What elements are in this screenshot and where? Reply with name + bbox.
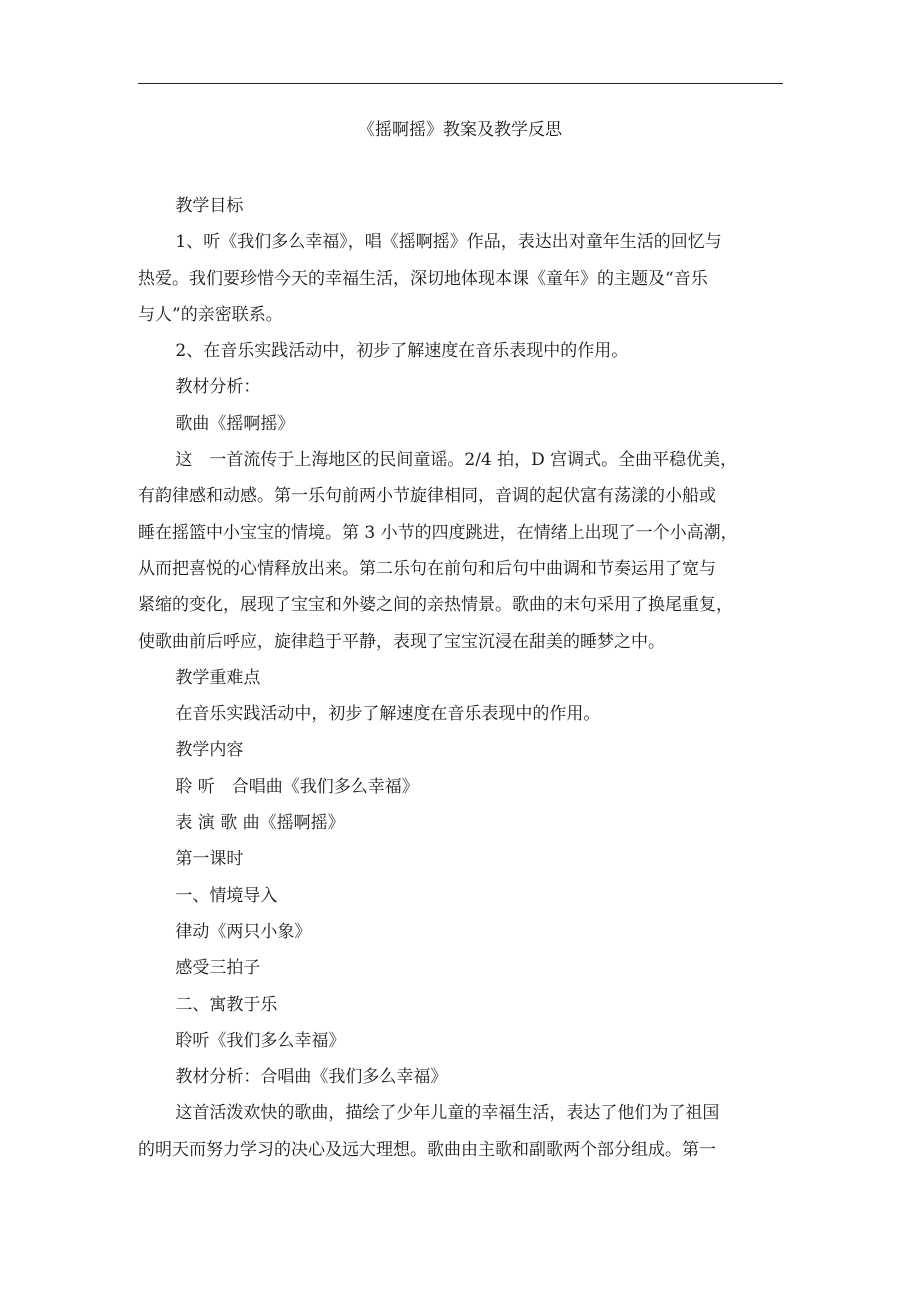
text-line: 睡在摇篮中小宝宝的情境。第 3 小节的四度跳进，在情绪上出现了一个小高潮，: [138, 522, 738, 543]
text-line: 使歌曲前后呼应，旋律趋于平静，表现了宝宝沉浸在甜美的睡梦之中。: [138, 631, 665, 652]
paragraph: [138, 369, 770, 405]
paragraph: [138, 1095, 770, 1168]
text-line: 教材分析：合唱曲《我们多么幸福》: [175, 1067, 448, 1088]
text-line: 有韵律感和动感。第一乐句前两小节旋律相同，音调的起伏富有荡漾的小船或: [138, 486, 716, 507]
text-line: 聆听《我们多么幸福》: [175, 1030, 346, 1051]
paragraph: [138, 406, 770, 442]
paragraph: [138, 950, 770, 986]
text-line: 从而把喜悦的心情释放出来。第二乐句在前句和后句中曲调和节奏运用了宽与: [138, 558, 716, 579]
paragraph: [138, 696, 770, 732]
paragraph: [138, 914, 770, 950]
paragraph: [138, 660, 770, 696]
paragraph: [138, 442, 770, 660]
text-line: 教材分析：: [175, 377, 261, 398]
text-line: 教学目标: [175, 196, 244, 216]
text-line: 的明天而努力学习的决心及远大理想。歌曲由主歌和副歌两个部分组成。第一: [138, 1139, 716, 1160]
text-line: 1、听《我们多么幸福》，唱《摇啊摇》作品，表达出对童年生活的回忆与: [175, 232, 722, 253]
text-line: 紧缩的变化，展现了宝宝和外婆之间的亲热情景。歌曲的末句采用了换尾重复，: [138, 595, 733, 616]
text-line: 歌曲《摇啊摇》: [175, 413, 295, 434]
text-line: 聆 听 合唱曲《我们多么幸福》: [175, 776, 419, 797]
text-line: 教学内容: [175, 740, 244, 761]
paragraph: [138, 1023, 770, 1059]
paragraph: [138, 987, 770, 1023]
document-title: 《摇啊摇》教案及教学反思: [358, 120, 562, 140]
text-line: 二、寓教于乐: [175, 994, 278, 1015]
paragraph: [138, 224, 770, 333]
text-line: 在音乐实践活动中，初步了解速度在音乐表现中的作用。: [175, 704, 601, 725]
paragraph: [138, 333, 770, 369]
paragraph: [138, 805, 770, 841]
paragraph: [138, 769, 770, 805]
text-line: 教学重难点: [175, 667, 261, 688]
text-line: 感受三拍子: [175, 958, 261, 979]
text-line: 这 一首流传于上海地区的民间童谣。2/4 拍，D 宫调式。全曲平稳优美，: [175, 450, 738, 471]
header-rule: [138, 83, 783, 84]
text-line: 律动《两只小象》: [175, 921, 312, 942]
text-line: 表 演 歌 曲《摇啊摇》: [175, 813, 345, 834]
text-line: 热爱。我们要珍惜今天的幸福生活，深切地体现本课《童年》的主题及“音乐: [138, 268, 708, 289]
text-line: 这首活泼欢快的歌曲，描绘了少年儿童的幸福生活，表达了他们为了祖国: [175, 1103, 720, 1124]
text-line: 第一课时: [175, 849, 244, 870]
paragraph: [138, 188, 770, 224]
paragraph: [138, 1059, 770, 1095]
text-line: 一、情境导入: [175, 885, 278, 906]
paragraph: [138, 841, 770, 877]
text-line: 2、在音乐实践活动中，初步了解速度在音乐表现中的作用。: [175, 341, 629, 362]
document-body: [138, 188, 770, 1168]
text-line: 与人”的亲密联系。: [138, 304, 283, 325]
paragraph: [138, 878, 770, 914]
paragraph: [138, 732, 770, 768]
